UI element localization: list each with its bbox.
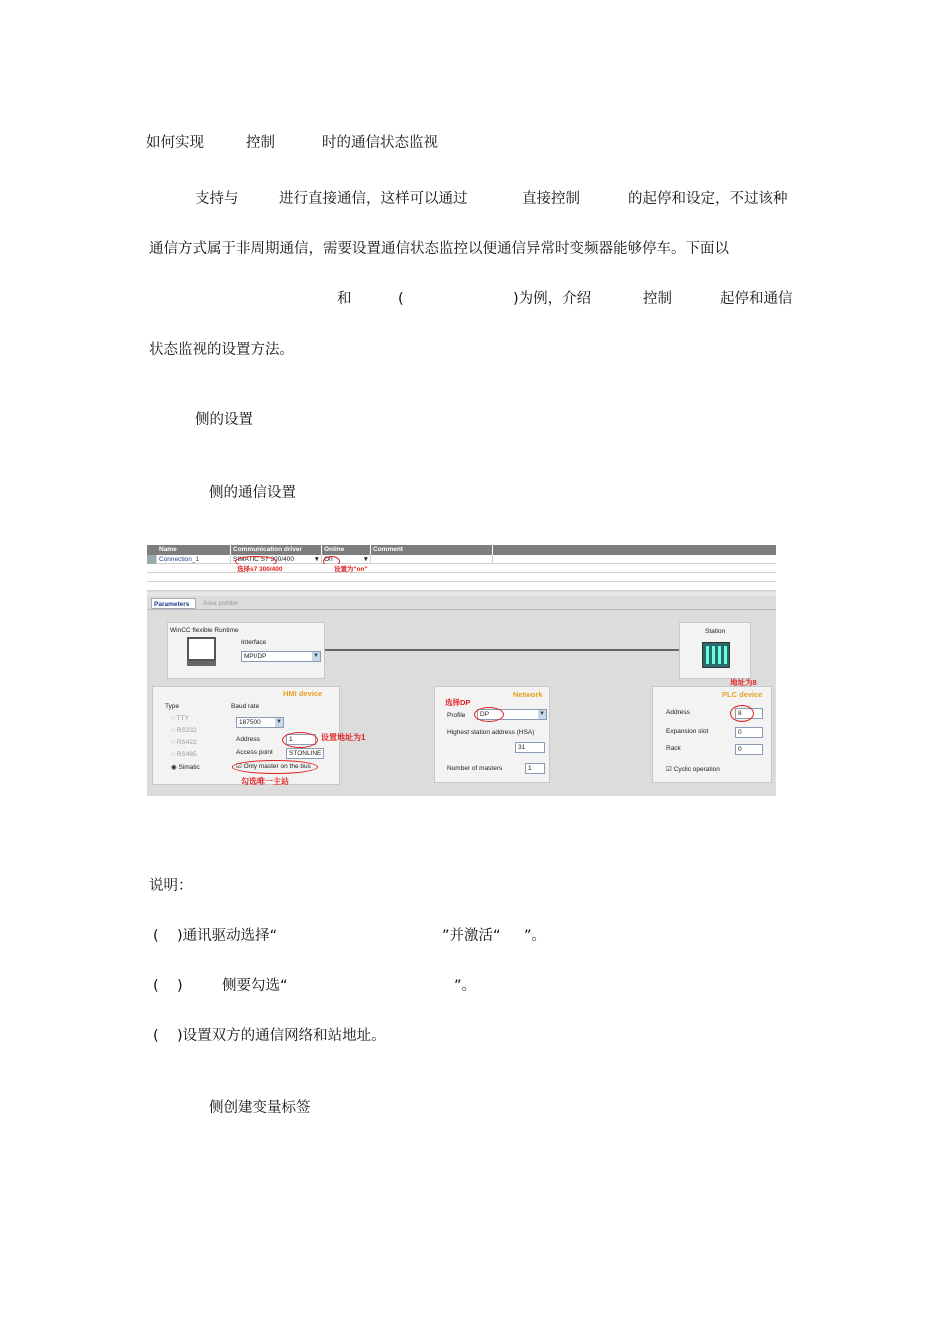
address-label: Address	[236, 736, 260, 743]
baud-value: 187500	[239, 719, 261, 726]
title-part-2: 控制	[246, 135, 275, 151]
plc-address-label: Address	[666, 709, 690, 716]
col-name: Name	[157, 545, 231, 555]
heading-2: 侧的通信设置	[209, 485, 296, 501]
ann-hmi-address: 设置地址为1	[321, 733, 366, 742]
row-selector[interactable]	[147, 555, 157, 564]
address-input[interactable]: 1	[286, 734, 316, 745]
p1-l1-a: 支持与	[195, 191, 239, 207]
rack-label: Rack	[666, 745, 681, 752]
interface-value: MPI/DP	[244, 653, 267, 660]
access-label: Access point	[236, 749, 273, 756]
grid-header	[147, 545, 776, 555]
plc-station-icon	[702, 642, 730, 668]
plc-device-panel	[652, 686, 772, 783]
note3-a: (	[153, 1028, 159, 1044]
highlight-only-master	[232, 760, 318, 774]
slot-input[interactable]: 0	[735, 727, 763, 738]
dropdown-arrow-icon[interactable]: ▼	[362, 556, 369, 563]
network-title: Network	[513, 690, 543, 699]
interface-label: Interface	[241, 639, 267, 646]
note3-b: )设置双方的通信网络和站地址。	[177, 1028, 386, 1044]
highlight-plc-address	[730, 705, 754, 722]
hsa-input[interactable]: 31	[515, 742, 545, 753]
rack-input[interactable]: 0	[735, 744, 763, 755]
hsa-label: Highest station address (HSA)	[447, 729, 535, 736]
ann-online: 设置为"on"	[334, 566, 368, 573]
note1-b: )通讯驱动选择“	[177, 928, 278, 944]
baud-select[interactable]	[236, 717, 284, 728]
chevron-down-icon[interactable]: ▼	[276, 719, 282, 725]
network-panel	[434, 686, 550, 783]
note2-b: )	[177, 978, 183, 994]
wincc-screenshot	[147, 545, 776, 796]
doc-title	[146, 135, 438, 151]
dropdown-arrow-icon[interactable]: ▼	[313, 556, 320, 563]
access-input[interactable]: STONLINE	[286, 748, 324, 759]
title-part-1: 如何实现	[146, 135, 204, 151]
only-master-checkbox[interactable]: ☑ Only master on the bus	[236, 763, 311, 770]
masters-label: Number of masters	[447, 765, 503, 772]
tab-parameters[interactable]: Parameters	[151, 598, 196, 609]
p1-l3-d: 控制	[643, 291, 672, 307]
driver-value: SIMATIC S7 300/400	[233, 556, 294, 563]
table-row-empty	[147, 582, 776, 591]
cyclic-checkbox[interactable]: ☑ Cyclic operation	[666, 766, 720, 773]
runtime-label: WinCC flexible Runtime	[170, 627, 239, 634]
note2-d: ”。	[454, 978, 477, 994]
plc-address-input[interactable]: 8	[735, 708, 763, 719]
connection-line	[325, 649, 679, 651]
table-row-empty	[147, 573, 776, 582]
hmi-title: HMI device	[283, 689, 323, 698]
type-rs422[interactable]: ○ RS422	[171, 739, 197, 746]
profile-label: Profile	[447, 712, 466, 719]
p1-l3-a: 和	[337, 291, 352, 307]
online-value: On	[324, 556, 333, 563]
station-panel	[679, 622, 751, 679]
chevron-down-icon[interactable]: ▼	[539, 711, 545, 717]
highlight-profile	[474, 707, 504, 722]
p1-l3-b: (	[398, 291, 404, 307]
chevron-down-icon[interactable]: ▼	[313, 653, 319, 659]
p1-l3-e: 起停和通信	[720, 291, 793, 307]
note-title: 说明：	[149, 878, 193, 894]
p1-l1-b: 进行直接通信，这样可以通过	[279, 191, 468, 207]
note2-c: 侧要勾选“	[222, 978, 288, 994]
p1-l3-c: )为例，介绍	[513, 291, 592, 307]
note1-d: ”。	[524, 928, 547, 944]
type-rs232[interactable]: ○ RS232	[171, 727, 197, 734]
masters-input[interactable]: 1	[525, 763, 545, 774]
profile-value: DP	[480, 711, 490, 718]
slot-label: Expansion slot	[666, 728, 709, 735]
p1-l1-c: 直接控制	[522, 191, 580, 207]
type-tty[interactable]: ○ TTY	[171, 715, 189, 722]
col-comment: Comment	[371, 545, 493, 555]
type-rs485[interactable]: ○ RS485	[171, 751, 197, 758]
interface-select[interactable]	[241, 651, 321, 662]
p1-l1-d: 的起停和设定，不过该种	[628, 191, 788, 207]
station-label: Station	[705, 628, 726, 635]
note1-c: ”并激活“	[442, 928, 501, 944]
ann-driver: 选择s7 300/400	[237, 566, 283, 573]
heading-3: 侧创建变量标签	[209, 1100, 311, 1116]
type-simatic[interactable]: ◉ Simatic	[171, 764, 200, 771]
title-part-3: 时的通信状态监视	[322, 135, 438, 151]
type-label: Type	[165, 703, 180, 710]
col-online: Online	[322, 545, 371, 555]
monitor-icon	[187, 637, 216, 661]
note2-a: (	[153, 978, 159, 994]
table-row-empty	[147, 564, 776, 573]
ann-profile: 选择DP	[445, 698, 471, 707]
col-driver: Communication driver	[231, 545, 322, 555]
tab-area-pointer[interactable]: Area pointer	[203, 600, 239, 607]
plc-title: PLC device	[722, 690, 763, 699]
p1-line4: 状态监视的设置方法。	[149, 342, 294, 358]
heading-1: 侧的设置	[195, 412, 253, 428]
conn-name[interactable]: Connection_1	[157, 555, 231, 564]
baud-label: Baud rate	[231, 703, 260, 710]
ann-only-master: 勾选唯一主站	[241, 777, 289, 786]
runtime-panel	[167, 622, 325, 679]
highlight-hmi-address	[282, 732, 318, 748]
ann-plc-address: 地址为8	[730, 678, 757, 687]
hmi-device-panel	[152, 686, 366, 786]
comment-cell[interactable]	[371, 555, 493, 564]
note1-a: (	[153, 928, 159, 944]
p1-line2: 通信方式属于非周期通信，需要设置通信状态监控以便通信异常时变频器能够停车。下面以	[149, 241, 729, 257]
